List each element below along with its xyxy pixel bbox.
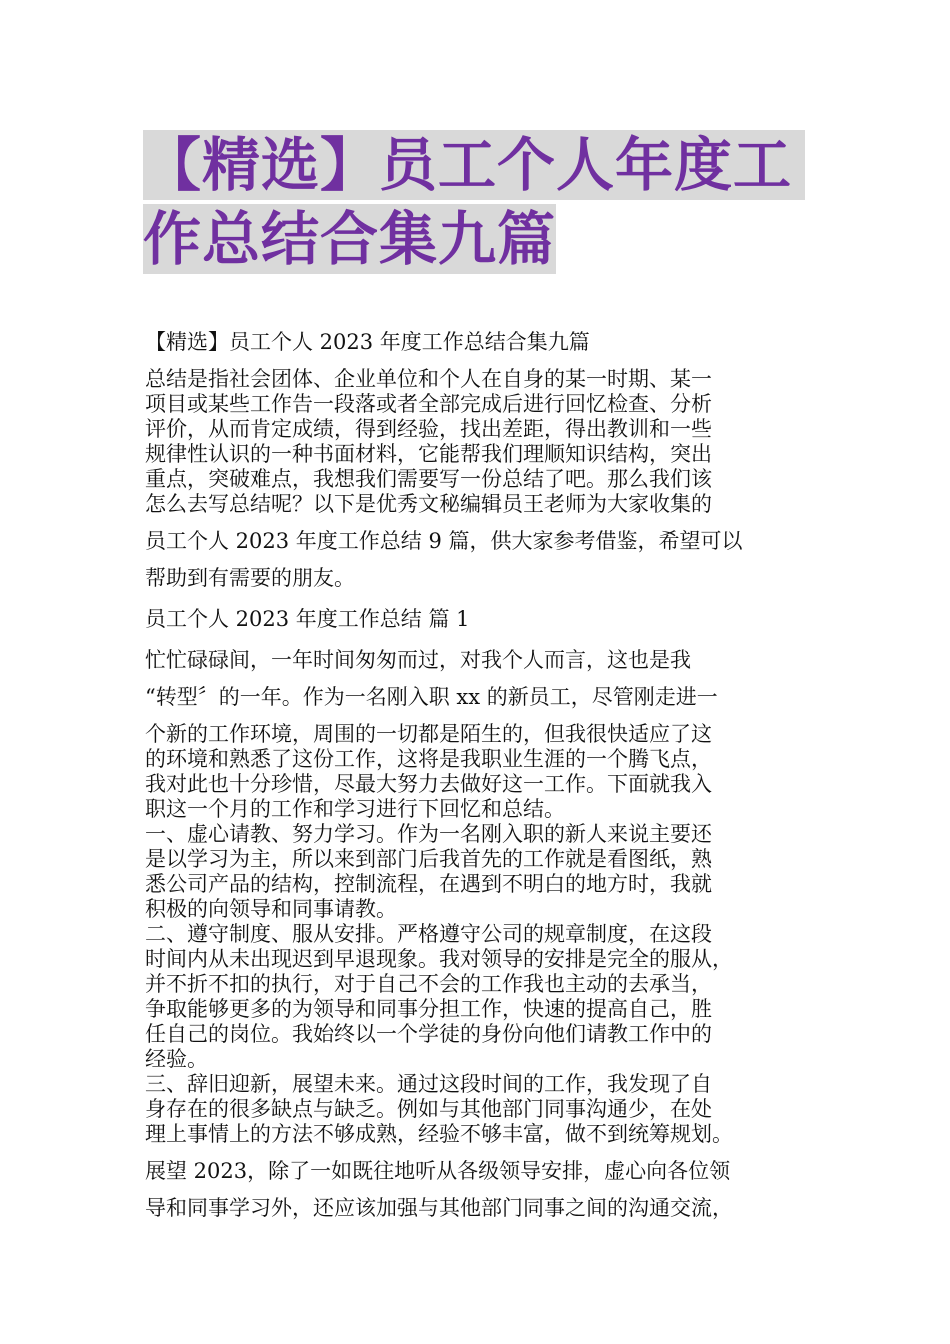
paragraph-line: 项目或某些工作告一段落或者全部完成后进行回忆检查、分析 (145, 392, 712, 416)
paragraph-line: 总结是指社会团体、企业单位和个人在自身的某一时期、某一 (145, 367, 712, 391)
title-line-1: 【精选】员工个人年度工 (143, 130, 805, 200)
paragraph-line: 的环境和熟悉了这份工作，这将是我职业生涯的一个腾飞点， (145, 747, 712, 771)
paragraph-line: 时间内从未出现迟到早退现象。我对领导的安排是完全的服从， (145, 947, 733, 971)
paragraph-line: 重点，突破难点，我想我们需要写一份总结了吧。那么我们该 (145, 467, 712, 491)
paragraph-line: 怎么去写总结呢？以下是优秀文秘编辑员王老师为大家收集的 (145, 492, 712, 516)
paragraph-line: 一、虚心请教、努力学习。作为一名刚入职的新人来说主要还 (145, 822, 712, 846)
paragraph-line: “转型〞的一年。作为一名刚入职 xx 的新员工，尽管刚走进一 (145, 685, 718, 709)
paragraph-line: 帮助到有需要的朋友。 (145, 566, 355, 590)
paragraph-line: 我对此也十分珍惜，尽最大努力去做好这一工作。下面就我入 (145, 772, 712, 796)
paragraph-line: 个新的工作环境，周围的一切都是陌生的，但我很快适应了这 (145, 722, 712, 746)
subtitle-line: 【精选】员工个人 2023 年度工作总结合集九篇 (145, 330, 590, 354)
paragraph-line: 悉公司产品的结构，控制流程，在遇到不明白的地方时，我就 (145, 872, 712, 896)
paragraph-line: 积极的向领导和同事请教。 (145, 897, 397, 921)
paragraph-line: 争取能够更多的为领导和同事分担工作，快速的提高自己，胜 (145, 997, 712, 1021)
paragraph-line: 三、辞旧迎新，展望未来。通过这段时间的工作，我发现了自 (145, 1072, 712, 1096)
paragraph-line: 理上事情上的方法不够成熟，经验不够丰富，做不到统筹规划。 (145, 1122, 733, 1146)
section-heading: 员工个人 2023 年度工作总结 篇 1 (145, 607, 470, 631)
paragraph-line: 员工个人 2023 年度工作总结 9 篇，供大家参考借鉴，希望可以 (145, 529, 743, 553)
paragraph-line: 展望 2023，除了一如既往地听从各级领导安排，虚心向各位领 (145, 1159, 731, 1183)
document-title (143, 130, 813, 274)
paragraph-line: 身存在的很多缺点与缺乏。例如与其他部门同事沟通少，在处 (145, 1097, 712, 1121)
paragraph-line: 任自己的岗位。我始终以一个学徒的身份向他们请教工作中的 (145, 1022, 712, 1046)
paragraph-line: 经验。 (145, 1047, 208, 1071)
paragraph-line: 职这一个月的工作和学习进行下回忆和总结。 (145, 797, 565, 821)
paragraph-line: 评价，从而肯定成绩，得到经验，找出差距，得出教训和一些 (145, 417, 712, 441)
paragraph-line: 导和同事学习外，还应该加强与其他部门同事之间的沟通交流， (145, 1196, 733, 1220)
paragraph-line: 忙忙碌碌间，一年时间匆匆而过，对我个人而言，这也是我 (145, 648, 691, 672)
paragraph-line: 规律性认识的一种书面材料，它能帮我们理顺知识结构，突出 (145, 442, 712, 466)
document-body (145, 330, 815, 1221)
paragraph-line: 并不折不扣的执行，对于自己不会的工作我也主动的去承当， (145, 972, 712, 996)
title-line-2: 作总结合集九篇 (143, 205, 557, 273)
paragraph-line: 是以学习为主，所以来到部门后我首先的工作就是看图纸，熟 (145, 847, 712, 871)
paragraph-line: 二、遵守制度、服从安排。严格遵守公司的规章制度，在这段 (145, 922, 712, 946)
